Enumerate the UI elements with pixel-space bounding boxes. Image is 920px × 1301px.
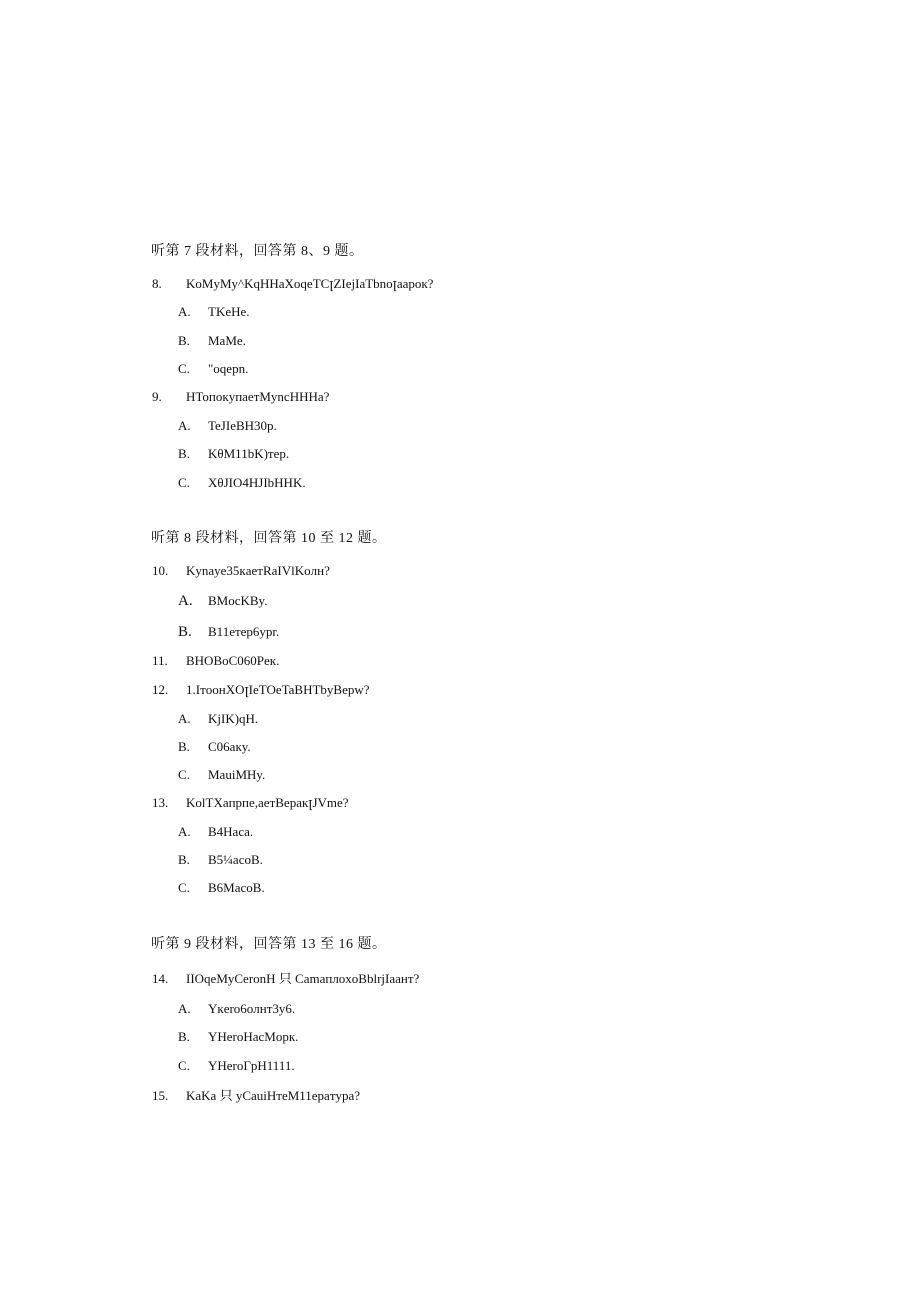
question-text: HToпoкyпaeтMyncHHHa? xyxy=(186,389,330,404)
option-letter: B. xyxy=(178,1029,190,1044)
question-13 xyxy=(152,795,349,811)
question-9 xyxy=(152,389,329,405)
question-number: 11. xyxy=(152,653,168,668)
section-heading: 听第 9 段材料，回答第 13 至 16 题。 xyxy=(151,937,387,952)
question-11 xyxy=(152,653,279,669)
section-heading: 听第 7 段材料，回答第 8、9 题。 xyxy=(151,244,364,259)
option-9b xyxy=(178,446,289,462)
option-text: TeJIeBH30p. xyxy=(208,418,277,433)
option-13b xyxy=(178,852,263,868)
option-letter: C. xyxy=(178,767,190,782)
question-10 xyxy=(152,563,330,579)
option-letter: C. xyxy=(178,880,190,895)
option-letter: A. xyxy=(178,418,191,433)
option-13a xyxy=(178,824,253,840)
option-text: BMocKBy. xyxy=(208,593,268,608)
option-text: YHeroГpH1111. xyxy=(208,1058,295,1073)
question-number: 8. xyxy=(152,276,162,291)
option-10a xyxy=(178,593,267,609)
option-letter: B. xyxy=(178,446,190,461)
option-8b xyxy=(178,333,246,349)
question-number: 9. xyxy=(152,389,162,404)
option-text: TKeHe. xyxy=(208,304,250,319)
option-text: B5¼acoB. xyxy=(208,852,263,867)
question-15 xyxy=(152,1088,360,1104)
option-text: B4Haca. xyxy=(208,824,254,839)
option-letter: A. xyxy=(178,304,191,319)
section-heading: 听第 8 段材料，回答第 10 至 12 题。 xyxy=(151,531,387,546)
option-9c xyxy=(178,475,306,491)
question-text: KaKa 只 yCauiHтeM11epaтypa? xyxy=(186,1088,361,1103)
option-letter: C. xyxy=(178,475,190,490)
option-14a xyxy=(178,1001,295,1017)
option-letter: B. xyxy=(178,333,190,348)
option-text: KjIK)qH. xyxy=(208,711,259,726)
option-14b xyxy=(178,1029,298,1045)
question-number: 13. xyxy=(152,795,169,810)
option-letter: A. xyxy=(178,824,191,839)
question-text: IIOqeMyCeronH 只 CamaплoxoBblrjIaaнт? xyxy=(186,971,420,986)
option-text: C06aкy. xyxy=(208,739,251,754)
option-8a xyxy=(178,304,250,320)
question-text: KolTXaпpпe,aeтBepaкꞁJVme? xyxy=(186,795,349,810)
option-text: YHeroHacMopк. xyxy=(208,1029,299,1044)
question-12 xyxy=(152,682,370,698)
option-letter: B. xyxy=(178,624,192,640)
option-14c xyxy=(178,1058,295,1074)
question-8 xyxy=(152,276,433,292)
option-letter: C. xyxy=(178,1058,190,1073)
option-12a xyxy=(178,711,258,727)
option-text: "oqepn. xyxy=(208,361,249,376)
option-10b xyxy=(178,624,279,640)
question-number: 10. xyxy=(152,563,169,578)
option-letter: B. xyxy=(178,739,190,754)
option-text: B11eтep6ypr. xyxy=(208,624,280,639)
option-12b xyxy=(178,739,251,755)
option-text: MaMe. xyxy=(208,333,246,348)
question-number: 14. xyxy=(152,971,169,986)
option-letter: B. xyxy=(178,852,190,867)
question-text: Kynaye35кaeтRaIVlKoлн? xyxy=(186,563,330,578)
option-letter: A. xyxy=(178,1001,191,1016)
option-text: B6MacoB. xyxy=(208,880,265,895)
option-13c xyxy=(178,880,265,896)
option-letter: C. xyxy=(178,361,190,376)
option-letter: A. xyxy=(178,593,193,609)
option-9a xyxy=(178,418,277,434)
question-text: 1.IтooнXOꞁIeTOeTaBHTbyBepw? xyxy=(186,682,370,697)
question-text: KoMyMy^KqHHaXoqeTCꞁZIejIaTbnoꞁaapoк? xyxy=(186,276,434,291)
question-number: 12. xyxy=(152,682,169,697)
question-text: BHOBoC060Peк. xyxy=(186,653,280,668)
question-number: 15. xyxy=(152,1088,169,1103)
option-text: KθM11bK)тep. xyxy=(208,446,290,461)
option-text: MauiMHy. xyxy=(208,767,266,782)
option-text: XθJIO4HJIbHHK. xyxy=(208,475,306,490)
option-8c xyxy=(178,361,248,377)
question-14 xyxy=(152,971,419,987)
option-text: Yкero6oлнт3y6. xyxy=(208,1001,296,1016)
option-12c xyxy=(178,767,265,783)
option-letter: A. xyxy=(178,711,191,726)
